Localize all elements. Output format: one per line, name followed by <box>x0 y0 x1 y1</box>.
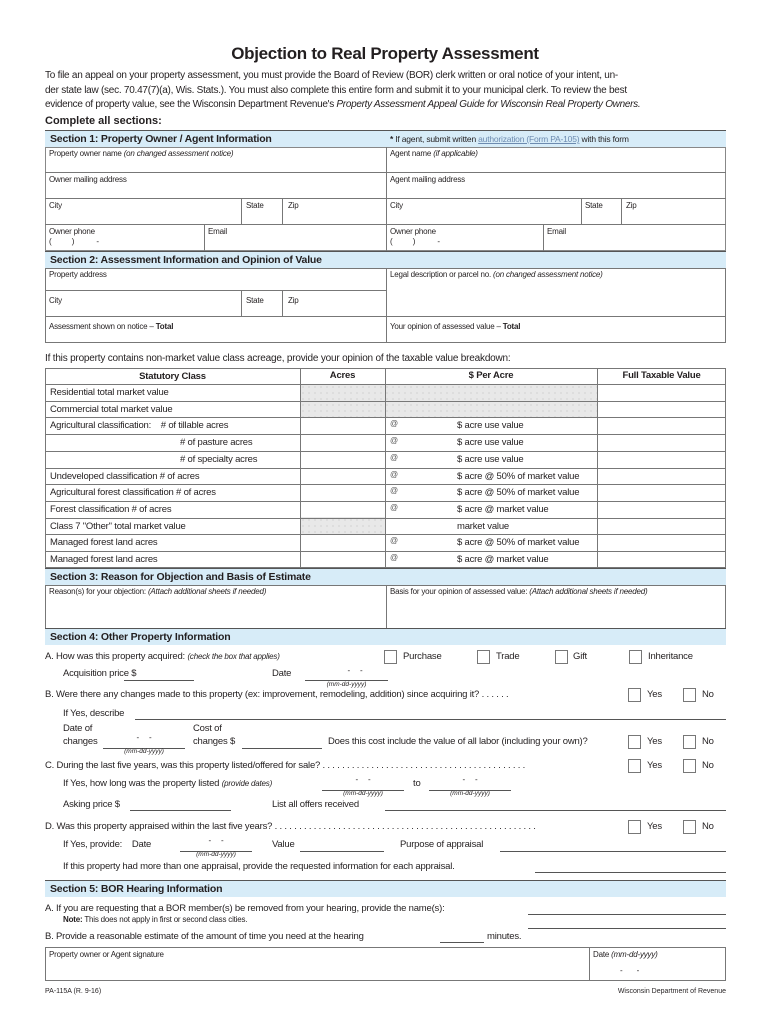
property-zip-field[interactable]: Zip <box>288 296 299 305</box>
listed-from-input[interactable]: - - <box>355 775 371 784</box>
at-sign: @ <box>390 469 398 479</box>
per-acre-label: market value <box>457 520 509 532</box>
acquisition-price-label: Acquisition price $ <box>63 668 137 679</box>
intro-line-1: To file an appeal on your property assessment, you must provide the Board of Review (BOR) clerk written or oral notice of your intent, un- <box>45 70 619 81</box>
acres-input[interactable] <box>301 435 384 450</box>
at-sign: @ <box>390 553 398 562</box>
agent-zip-field[interactable]: Zip <box>626 201 637 210</box>
agent-name-field[interactable]: Agent name (if applicable) <box>390 149 478 158</box>
c-no-checkbox[interactable] <box>683 759 696 773</box>
per-acre-label: $ acre @ market value <box>457 554 549 565</box>
question-a: A. How was this property acquired: (check the box that applies) <box>45 651 280 662</box>
full-taxable-value-input[interactable] <box>598 435 725 450</box>
describe-input[interactable] <box>135 719 726 720</box>
basis-field[interactable]: Basis for your opinion of assessed value: (Attach additional sheets if needed) <box>390 587 648 596</box>
header-statutory-class: Statutory Class <box>139 371 206 382</box>
to-label: to <box>413 778 421 789</box>
owner-state-field[interactable]: State <box>246 201 264 210</box>
minutes-input[interactable] <box>440 942 484 943</box>
offers-label: List all offers received <box>272 799 359 810</box>
date-format-hint: (mm-dd-yyyy) <box>124 748 164 755</box>
section-5-header: Section 5: BOR Hearing Information <box>45 880 726 897</box>
inheritance-label: Inheritance <box>648 651 693 662</box>
acres-input[interactable] <box>301 485 384 500</box>
date-format-hint: (mm-dd-yyyy) <box>196 851 236 858</box>
more-appraisals-input[interactable] <box>535 872 726 873</box>
b-yes-checkbox[interactable] <box>628 688 641 702</box>
labor-no-checkbox[interactable] <box>683 735 696 749</box>
statutory-class: Undeveloped classification # of acres <box>50 470 200 482</box>
acres-input[interactable] <box>301 535 384 550</box>
full-taxable-value-input[interactable] <box>598 469 725 484</box>
owner-address-field[interactable]: Owner mailing address <box>49 175 127 184</box>
at-sign: @ <box>390 486 398 496</box>
labor-question: Does this cost include the value of all labor (including your own)? <box>328 736 588 747</box>
signature-date-field[interactable]: Date (mm-dd-yyyy) <box>593 950 658 959</box>
statutory-class: # of pasture acres <box>180 437 253 449</box>
listed-to-input[interactable]: - - <box>462 775 478 784</box>
full-taxable-value-input[interactable] <box>598 502 725 517</box>
acres-input[interactable] <box>301 469 384 484</box>
appraisal-value-input[interactable] <box>300 851 384 852</box>
changes-date-input[interactable]: - - <box>136 733 152 742</box>
question-b: B. Were there any changes made to this property (ex: improvement, remodeling, addition) since acquiring it? . . . . . . <box>45 689 509 700</box>
legal-description-field[interactable]: Legal description or parcel no. (on changed assessment notice) <box>390 270 603 279</box>
statutory-class: Managed forest land acres <box>50 537 158 549</box>
per-acre-label: $ acre use value <box>457 420 524 432</box>
trade-label: Trade <box>496 651 520 662</box>
gift-label: Gift <box>573 651 587 662</box>
agent-state-field[interactable]: State <box>585 201 603 210</box>
purpose-input[interactable] <box>500 851 726 852</box>
at-sign: @ <box>390 452 398 462</box>
per-acre-label: $ acre @ market value <box>457 503 549 515</box>
date-format-hint: (mm-dd-yyyy) <box>343 790 383 797</box>
signature-field[interactable]: Property owner or Agent signature <box>49 950 164 959</box>
agent-note-end: with this form <box>579 134 629 144</box>
section-3-header: Section 3: Reason for Objection and Basis of Estimate <box>45 568 726 585</box>
trade-checkbox[interactable] <box>477 650 490 664</box>
acq-date-label: Date <box>272 668 292 679</box>
yes-label: Yes <box>647 736 662 747</box>
assessment-total-field[interactable]: Assessment shown on notice – Total <box>49 322 174 331</box>
full-taxable-value-input[interactable] <box>598 552 725 567</box>
breakdown-intro: If this property contains non-market value class acreage, provide your opinion of the taxable value breakdown: <box>45 353 511 364</box>
labor-yes-checkbox[interactable] <box>628 735 641 749</box>
purchase-checkbox[interactable] <box>384 650 397 664</box>
agent-note-text: If agent, submit written <box>393 134 479 144</box>
acq-date-input[interactable]: - - <box>347 666 363 675</box>
statutory-class: Managed forest land acres <box>50 554 158 565</box>
section-1-title: Section 1: Property Owner / Agent Information <box>50 133 272 145</box>
agent-address-field[interactable]: Agent mailing address <box>390 175 465 184</box>
full-taxable-value-input[interactable] <box>598 485 725 500</box>
c-yes-checkbox[interactable] <box>628 759 641 773</box>
how-long-label: If Yes, how long was the property listed (provide dates) <box>63 778 273 789</box>
bor-member-input[interactable] <box>528 914 726 915</box>
full-taxable-value-input[interactable] <box>598 535 725 550</box>
cost-changes-label: changes $ <box>193 736 236 747</box>
cost-of-label: Cost of <box>193 723 222 734</box>
property-state-field[interactable]: State <box>246 296 264 305</box>
owner-name-field[interactable]: Property owner name (on changed assessment notice) <box>49 149 234 158</box>
yes-label: Yes <box>647 689 662 700</box>
property-address-field[interactable]: Property address <box>49 270 107 279</box>
b-no-checkbox[interactable] <box>683 688 696 702</box>
page-title: Objection to Real Property Assessment <box>231 44 539 63</box>
header-acres: Acres <box>329 370 356 381</box>
asking-price-input[interactable] <box>130 810 231 811</box>
reason-field[interactable]: Reason(s) for your objection: (Attach additional sheets if needed) <box>49 587 267 596</box>
full-taxable-value-input[interactable] <box>598 452 725 467</box>
full-taxable-value-input[interactable] <box>598 418 725 433</box>
intro-line-3 <box>45 99 640 110</box>
form-number: PA-115A (R. 9-16) <box>45 988 102 995</box>
d-no-checkbox[interactable] <box>683 820 696 834</box>
describe-label: If Yes, describe <box>63 708 125 719</box>
no-label: No <box>702 760 714 771</box>
cost-input[interactable] <box>242 748 322 749</box>
offers-input[interactable] <box>385 810 726 811</box>
owner-phone-field[interactable]: Owner phone ( ) - <box>49 227 99 246</box>
bor-member-input-2[interactable] <box>528 928 726 929</box>
owner-zip-field[interactable]: Zip <box>288 201 299 210</box>
section-1-header <box>45 130 726 147</box>
complete-all-sections: Complete all sections: <box>45 115 162 127</box>
section-2-header: Section 2: Assessment Information and Opinion of Value <box>45 251 726 268</box>
guide-title: Property Assessment Appeal Guide for Wisconsin Real Property Owners. <box>336 99 641 110</box>
statutory-class: Class 7 "Other" total market value <box>50 520 186 532</box>
yes-label: Yes <box>647 760 662 771</box>
owner-city-field[interactable]: City <box>49 201 62 210</box>
per-acre-label: $ acre use value <box>457 437 524 449</box>
no-label: No <box>702 689 714 700</box>
per-acre-label: $ acre use value <box>457 453 524 465</box>
opinion-total-field[interactable]: Your opinion of assessed value – Total <box>390 322 521 331</box>
asterisk: * <box>390 134 394 144</box>
question-d: D. Was this property appraised within the last five years? . . . . . . . . . . . . . . . . . . . . . . . . . . . . . . . . . . . . . . . . . . . . . . . . . . . . . . <box>45 821 536 832</box>
statutory-class: Agricultural classification: # of tillable acres <box>50 420 229 432</box>
acres-input[interactable] <box>301 452 384 467</box>
at-sign: @ <box>390 436 398 446</box>
statutory-class: Forest classification # of acres <box>50 503 172 515</box>
per-acre-label: $ acre @ 50% of market value <box>457 470 580 482</box>
section-4-header: Section 4: Other Property Information <box>45 628 726 645</box>
at-sign: @ <box>390 536 398 546</box>
appraisal-date-label: If Yes, provide: Date <box>63 839 152 850</box>
question-5a: A. If you are requesting that a BOR member(s) be removed from your hearing, provide the name(s): <box>45 903 445 914</box>
acres-input[interactable] <box>301 418 384 433</box>
acres-input[interactable] <box>301 552 384 567</box>
appraisal-date-input[interactable]: - - <box>208 836 224 845</box>
full-taxable-value-input[interactable] <box>598 385 725 400</box>
agent-email-field[interactable]: Email <box>547 227 567 236</box>
at-sign: @ <box>390 502 398 512</box>
minutes-label: minutes. <box>487 931 522 942</box>
date-format-hint: (mm-dd-yyyy) <box>450 790 490 797</box>
per-acre-label: $ acre @ 50% of market value <box>457 487 580 499</box>
statutory-class: Commercial total market value <box>50 403 173 415</box>
agent-note <box>390 134 629 144</box>
header-full-taxable: Full Taxable Value <box>622 370 701 381</box>
note: Note: This does not apply in first or second class cities. <box>63 915 248 924</box>
acres-input[interactable] <box>301 502 384 517</box>
value-label: Value <box>272 839 295 850</box>
signature-date-dashes: - - <box>620 966 640 975</box>
header-per-acre: $ Per Acre <box>468 370 514 381</box>
asking-price-label: Asking price $ <box>63 799 120 810</box>
purpose-label: Purpose of appraisal <box>400 839 484 850</box>
full-taxable-value-input[interactable] <box>598 402 725 417</box>
intro-text: evidence of property value, see the Wisconsin Department Revenue's <box>45 99 337 110</box>
d-yes-checkbox[interactable] <box>628 820 641 834</box>
gift-checkbox[interactable] <box>555 650 568 664</box>
agent-phone-field[interactable]: Owner phone ( ) - <box>390 227 440 246</box>
acquisition-price-input[interactable] <box>124 680 194 681</box>
department-name: Wisconsin Department of Revenue <box>617 988 726 995</box>
property-city-field[interactable]: City <box>49 296 62 305</box>
no-label: No <box>702 736 714 747</box>
question-5b: B. Provide a reasonable estimate of the amount of time you need at the hearing <box>45 931 364 942</box>
intro-line-2: der state law (sec. 70.47(7)(a), Wis. Stats.). You must also complete this entire form and submit it to your municipal clerk. To review the best <box>45 85 627 96</box>
purchase-label: Purchase <box>403 651 442 662</box>
date-format-hint: (mm-dd-yyyy) <box>326 681 367 688</box>
statutory-class: Agricultural forest classification # of acres <box>50 487 216 499</box>
at-sign: @ <box>390 419 398 429</box>
authorization-link[interactable]: authorization (Form PA-105) <box>478 134 580 144</box>
changes-label: changes <box>63 736 98 747</box>
owner-email-field[interactable]: Email <box>208 227 228 236</box>
yes-label: Yes <box>647 821 662 832</box>
date-of-label: Date of <box>63 723 93 734</box>
no-label: No <box>702 821 714 832</box>
inheritance-checkbox[interactable] <box>629 650 642 664</box>
full-taxable-value-input[interactable] <box>598 519 725 534</box>
statutory-class: Residential total market value <box>50 387 169 398</box>
statutory-class: # of specialty acres <box>180 453 258 465</box>
more-appraisals-label: If this property had more than one appraisal, provide the requested information for each appraisal. <box>63 861 455 872</box>
question-c: C. During the last five years, was this property listed/offered for sale? . . . . . . . . . . . . . . . . . . . . . . . . . . . . . . . . . . . . . . . . . . <box>45 760 526 771</box>
per-acre-label: $ acre @ 50% of market value <box>457 537 580 549</box>
agent-city-field[interactable]: City <box>390 201 403 210</box>
